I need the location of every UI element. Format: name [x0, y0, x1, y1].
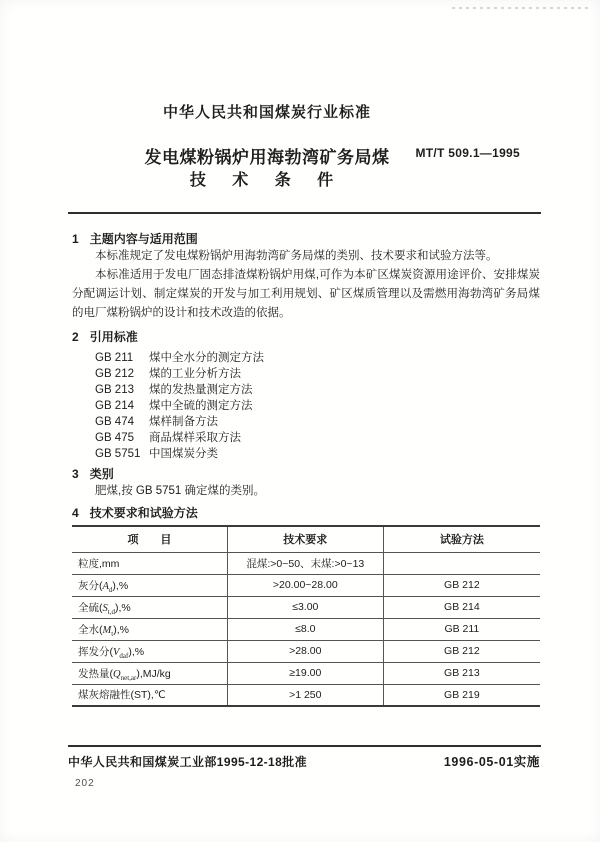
section-title: 主题内容与适用范围	[89, 232, 198, 246]
list-item	[72, 430, 540, 446]
item-symbol: M	[102, 624, 112, 636]
footer	[68, 752, 540, 770]
list-item	[72, 446, 540, 462]
item-label: 挥发分(	[78, 645, 113, 658]
section-number: 4	[72, 506, 79, 520]
item-cell	[72, 574, 227, 596]
list-item	[72, 398, 540, 414]
item-label-suffix: ),%	[113, 623, 129, 636]
reference-list	[72, 350, 540, 462]
section-title: 技术要求和试验方法	[89, 506, 198, 520]
item-cell	[72, 684, 227, 706]
item-symbol-subscript: t,d	[107, 607, 115, 616]
item-symbol: A	[102, 580, 109, 592]
method-cell: GB 219	[383, 684, 540, 706]
scope-paragraph-1: 本标准规定了发电煤粉锅炉用海勃湾矿务局煤的类别、技术要求和试验方法等。	[95, 250, 498, 262]
item-label: 灰分(	[78, 579, 103, 592]
reference-code: GB 474	[95, 416, 134, 428]
item-cell	[72, 618, 227, 640]
requirement-cell: 混煤:>0~50、末煤:>0~13	[227, 552, 383, 574]
item-cell	[72, 640, 227, 662]
implementation-date: 1996-05-01实施	[443, 755, 540, 769]
list-item	[72, 382, 540, 398]
method-cell: GB 211	[383, 618, 540, 640]
item-label-suffix: ),%	[114, 601, 131, 614]
table-row	[72, 618, 540, 640]
section-title: 引用标准	[89, 330, 138, 344]
reference-code: GB 214	[95, 400, 134, 412]
section-heading-category	[72, 467, 540, 482]
item-label: 煤灰熔融性(ST),℃	[78, 689, 166, 702]
reference-code: GB 212	[95, 368, 134, 380]
item-symbol: V	[113, 646, 120, 658]
item-symbol: Q	[113, 668, 121, 680]
section-number: 3	[72, 467, 79, 481]
reference-title: 煤的发热量测定方法	[149, 384, 253, 396]
reference-code: GB 5751	[95, 448, 141, 460]
item-cell	[72, 662, 227, 684]
requirement-cell: ≤8.0	[227, 618, 383, 640]
table-row	[72, 596, 540, 618]
section-number: 1	[72, 232, 79, 246]
header-divider	[68, 212, 541, 214]
section-heading-references	[72, 330, 540, 345]
method-cell	[383, 552, 540, 574]
section-heading-scope	[72, 232, 540, 247]
document-subtitle: 技 术 条 件	[189, 172, 345, 189]
item-label: 全硫(	[78, 601, 103, 614]
standard-number: MT/T 509.1—1995	[415, 146, 520, 160]
reference-title: 煤中全水分的测定方法	[149, 352, 264, 364]
item-label: 粒度	[78, 557, 99, 570]
reference-title: 中国煤炭分类	[149, 448, 218, 460]
list-item	[72, 366, 540, 382]
section-number: 2	[72, 330, 79, 344]
method-cell: GB 213	[383, 662, 540, 684]
table-row	[72, 640, 540, 662]
item-label-suffix: ,mm	[99, 557, 120, 570]
column-header-item: 项 目	[72, 526, 227, 552]
table-row	[72, 574, 540, 596]
list-item	[72, 350, 540, 366]
approval-statement: 中华人民共和国煤炭工业部1995-12-18批准	[68, 755, 307, 769]
reference-code: GB 211	[95, 352, 134, 364]
item-symbol-subscript: d	[108, 585, 113, 594]
requirements-table	[72, 525, 540, 707]
document-title: 发电煤粉锅炉用海勃湾矿务局煤	[144, 148, 390, 167]
table-header-row	[72, 526, 540, 552]
reference-code: GB 475	[95, 432, 134, 444]
column-header-requirement: 技术要求	[227, 526, 383, 552]
method-cell: GB 212	[383, 574, 540, 596]
requirement-cell: ≥19.00	[227, 662, 383, 684]
item-cell	[72, 552, 227, 574]
method-cell: GB 214	[383, 596, 540, 618]
section-heading-requirements	[72, 506, 540, 521]
item-symbol-subscript: daf	[119, 651, 129, 660]
standard-category-label: 中华人民共和国煤炭行业标准	[162, 104, 371, 121]
table-row	[72, 662, 540, 684]
scan-artifact-line	[452, 7, 592, 9]
item-label-suffix: ),MJ/kg	[136, 667, 171, 680]
column-header-method: 试验方法	[383, 526, 540, 552]
table-row	[72, 684, 540, 706]
requirement-cell: ≤3.00	[227, 596, 383, 618]
requirement-cell: >28.00	[227, 640, 383, 662]
reference-title: 煤中全硫的测定方法	[149, 400, 253, 412]
item-cell	[72, 596, 227, 618]
requirement-cell: >1 250	[227, 684, 383, 706]
reference-title: 商品煤样采取方法	[149, 432, 241, 444]
table-row	[72, 552, 540, 574]
page-number: 202	[75, 778, 95, 789]
item-symbol: S	[102, 602, 108, 614]
item-label-suffix: ),%	[112, 579, 129, 592]
item-symbol-subscript: net,ar	[120, 673, 137, 682]
scope-paragraph-2: 本标准适用于发电厂固态排渣煤粉锅炉用煤,可作为本矿区煤炭资源用途评价、安排煤炭分配调运计划、制定煤炭的开发与加工利用规划、矿区煤质管理以及需燃用海勃湾矿务局煤的电厂煤粉锅炉的设计和技术改造的依据。	[72, 269, 540, 319]
reference-title: 煤样制备方法	[149, 416, 218, 428]
item-label: 全水(	[78, 623, 103, 636]
method-cell: GB 212	[383, 640, 540, 662]
item-symbol-subscript: t	[111, 629, 114, 638]
footer-divider	[68, 745, 541, 747]
item-label-suffix: ),%	[128, 645, 145, 658]
category-paragraph: 肥煤,按 GB 5751 确定煤的类别。	[95, 485, 265, 497]
reference-code: GB 213	[95, 384, 134, 396]
requirement-cell: >20.00~28.00	[227, 574, 383, 596]
item-label: 发热量(	[78, 667, 113, 680]
reference-title: 煤的工业分析方法	[149, 368, 241, 380]
list-item	[72, 414, 540, 430]
document-body	[72, 228, 540, 707]
section-title: 类别	[89, 467, 114, 481]
